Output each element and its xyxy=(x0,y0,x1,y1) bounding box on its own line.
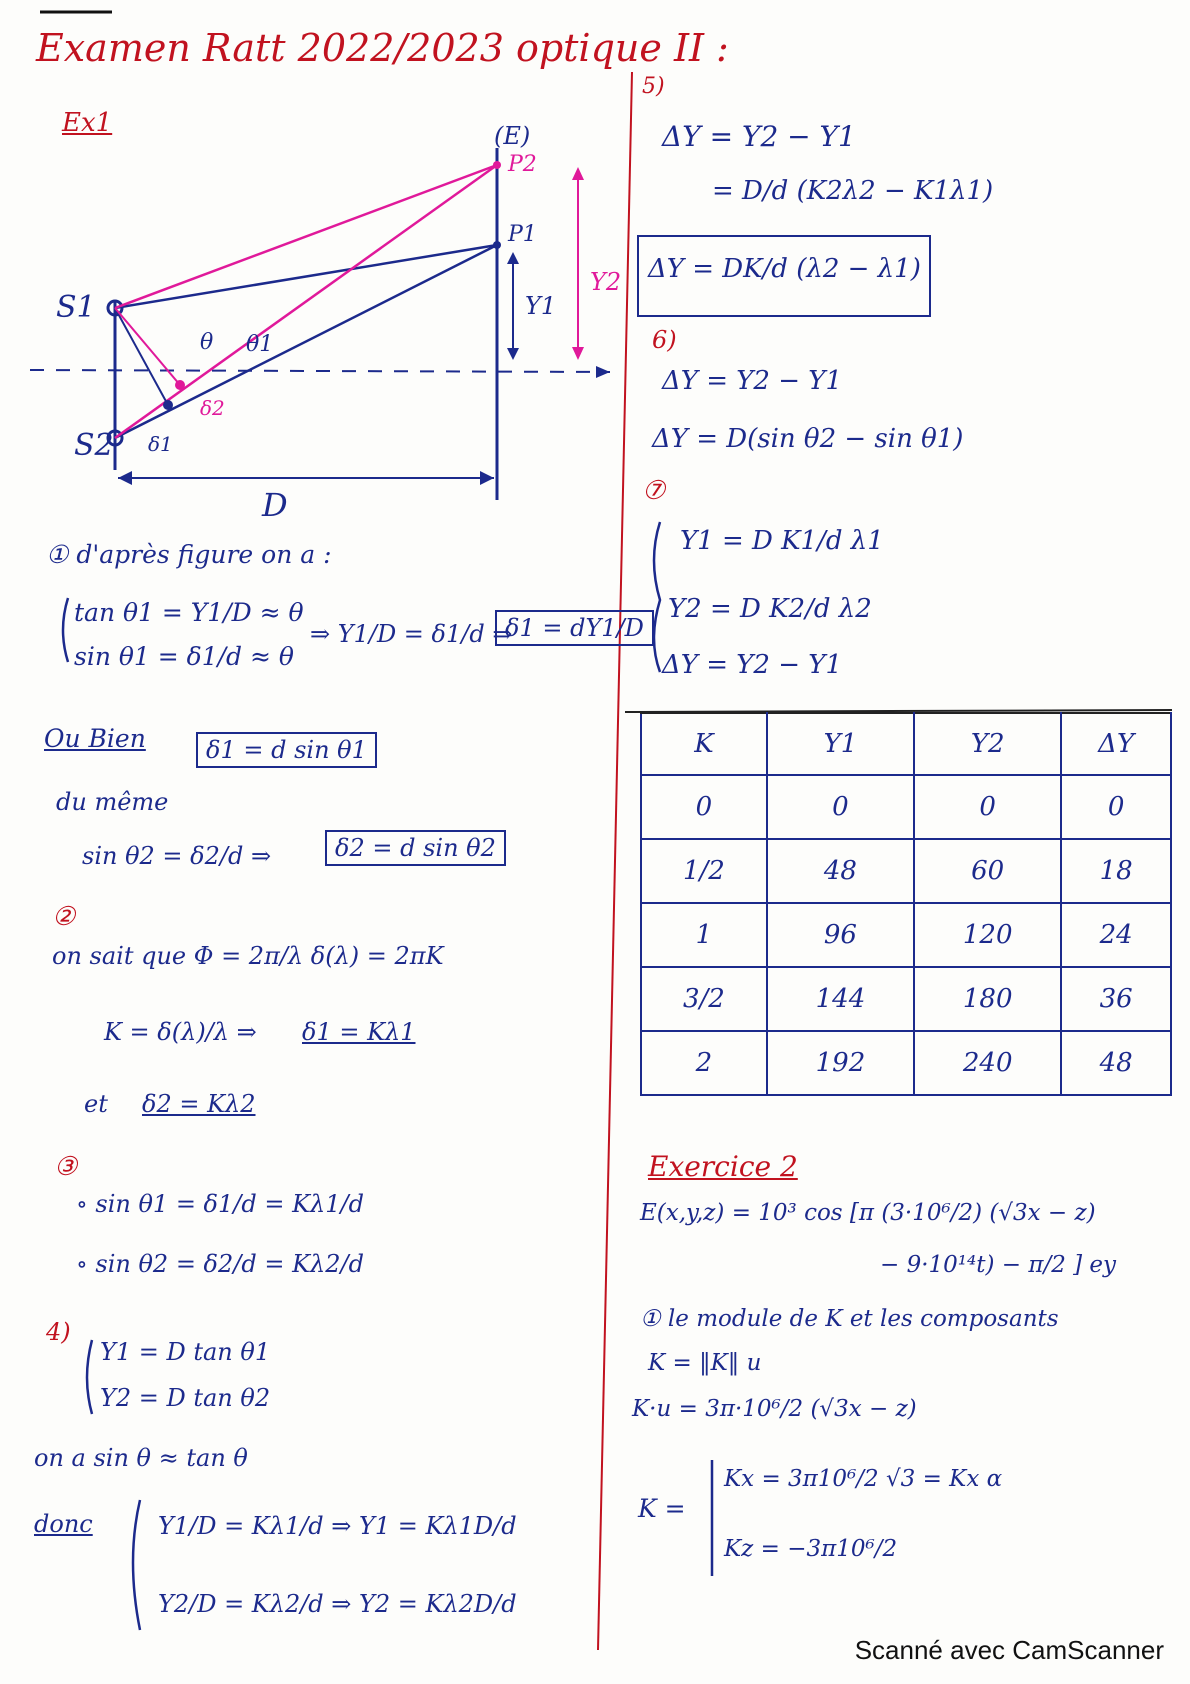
table-cell: 0 xyxy=(767,775,914,839)
q6-line-1: ΔY = Y2 − Y1 xyxy=(662,366,842,396)
table-row xyxy=(641,839,1171,903)
q6-heading: 6) xyxy=(652,326,677,354)
q7-line-1: Y1 = D K1/d λ1 xyxy=(680,526,884,556)
q6-line-2: ΔY = D(sin θ2 − sin θ1) xyxy=(652,424,964,454)
label-p1: P1 xyxy=(508,222,537,247)
q3-line-2: ∘ sin θ2 = δ2/d = Kλ2/d xyxy=(76,1250,364,1278)
q1-result-box: δ1 = dY1/D xyxy=(495,610,654,646)
label-s1: S1 xyxy=(56,290,96,325)
ex2-k-label: K = xyxy=(638,1494,686,1523)
q3-line-1: ∘ sin θ1 = δ1/d = Kλ1/d xyxy=(76,1190,364,1218)
q5-result: ΔY = DK/d (λ2 − λ1) xyxy=(648,254,921,284)
table-cell: 144 xyxy=(767,967,914,1031)
table-cell: 0 xyxy=(641,775,767,839)
q1-delta2-box: δ2 = d sin θ2 xyxy=(325,830,506,866)
d-arrow-right xyxy=(480,471,494,485)
perpendicular-blue xyxy=(115,308,168,405)
q1-line-1: tan θ1 = Y1/D ≈ θ xyxy=(74,598,304,627)
table-cell: 1/2 xyxy=(641,839,767,903)
q5-line-2: = D/d (K2λ2 − K1λ1) xyxy=(712,176,994,206)
table-header-cell: Y2 xyxy=(914,713,1061,775)
table-cell: 0 xyxy=(1061,775,1171,839)
q4-line-4: Y1/D = Kλ1/d ⇒ Y1 = Kλ1D/d xyxy=(158,1512,517,1540)
q7-brace xyxy=(654,522,660,672)
y1-arrowhead-top xyxy=(507,252,519,264)
q5-heading: 5) xyxy=(642,74,665,99)
table-cell: 48 xyxy=(767,839,914,903)
label-y1: Y1 xyxy=(525,292,557,320)
ray-s1-p2 xyxy=(115,165,497,308)
ex2-q1-line-2: K·u = 3π·10⁶/2 (√3x − z) xyxy=(632,1396,917,1422)
q2-delta2-box: δ2 = Kλ2 xyxy=(142,1090,256,1118)
q1-sin-theta2: sin θ2 = δ2/d ⇒ xyxy=(82,842,272,870)
table-cell: 60 xyxy=(914,839,1061,903)
y2-arrowhead-top xyxy=(572,167,584,180)
ex2-equation-line-2: − 9·10¹⁴t) − π/2 ] ey xyxy=(880,1252,1117,1278)
q2-line-2: K = δ(λ)/λ ⇒ xyxy=(104,1018,257,1046)
exercise-1-label: Ex1 xyxy=(62,108,113,138)
q1-or-label: Ou Bien xyxy=(44,724,146,753)
point-p1 xyxy=(493,241,501,249)
table-header-cell: ΔY xyxy=(1061,713,1171,775)
q2-and: et xyxy=(84,1090,108,1118)
page-title: Examen Ratt 2022/2023 optique II : xyxy=(36,26,729,70)
q4-line-5: Y2/D = Kλ2/d ⇒ Y2 = Kλ2D/d xyxy=(158,1590,517,1618)
table-cell: 36 xyxy=(1061,967,1171,1031)
q5-line-1: ΔY = Y2 − Y1 xyxy=(662,120,856,153)
screen-label: (E) xyxy=(494,122,531,150)
label-distance-d: D xyxy=(262,486,288,524)
q4-heading: 4) xyxy=(46,1318,71,1346)
d-arrow-left xyxy=(118,471,132,485)
q4-donc: donc xyxy=(34,1510,93,1538)
q3-heading: ③ xyxy=(54,1152,78,1182)
foot-point-pink xyxy=(175,380,185,390)
table-header-row xyxy=(641,713,1171,775)
q2-heading: ② xyxy=(52,902,76,932)
table-cell: 0 xyxy=(914,775,1061,839)
table-row xyxy=(641,967,1171,1031)
ex2-equation-line-1: E(x,y,z) = 10³ cos [π (3·10⁶/2) (√3x − z) xyxy=(640,1200,1096,1226)
q1-implication: ⇒ Y1/D = δ1/d ⇒ xyxy=(310,620,513,648)
ex2-kz: Kz = −3π10⁶/2 xyxy=(724,1536,898,1562)
label-delta2: δ2 xyxy=(200,396,225,420)
table-cell: 18 xyxy=(1061,839,1171,903)
table-cell: 24 xyxy=(1061,903,1171,967)
table-cell: 180 xyxy=(914,967,1061,1031)
q7-line-2: Y2 = D K2/d λ2 xyxy=(668,594,872,624)
table-cell: 48 xyxy=(1061,1031,1171,1095)
q1-heading: ① d'après figure on a : xyxy=(46,540,332,569)
q1-brace xyxy=(63,598,68,662)
q4-line-1: Y1 = D tan θ1 xyxy=(100,1338,271,1366)
table-header-cell: Y1 xyxy=(767,713,914,775)
table-cell: 96 xyxy=(767,903,914,967)
q4-line-2: Y2 = D tan θ2 xyxy=(100,1384,271,1412)
label-s2: S2 xyxy=(74,428,114,463)
label-y2: Y2 xyxy=(590,268,622,296)
perpendicular-pink xyxy=(115,308,180,385)
axis-arrow xyxy=(596,366,610,378)
q4-line-3: on a sin θ ≈ tan θ xyxy=(34,1444,248,1472)
ex2-kx: Kx = 3π10⁶/2 √3 = Kx α xyxy=(724,1466,1003,1492)
exercise-2-heading: Exercice 2 xyxy=(648,1150,798,1183)
label-delta1: δ1 xyxy=(148,432,173,456)
table-cell: 120 xyxy=(914,903,1061,967)
q4-brace xyxy=(87,1340,92,1414)
table-row xyxy=(641,1031,1171,1095)
column-divider xyxy=(598,72,632,1650)
donc-brace xyxy=(133,1500,140,1630)
table-cell: 2 xyxy=(641,1031,767,1095)
table-row xyxy=(641,903,1171,967)
y1-arrowhead-bottom xyxy=(507,348,519,360)
ex2-question-1: ① le module de K et les composants xyxy=(640,1306,1059,1332)
ray-s2-p2 xyxy=(115,165,497,438)
label-theta1: θ1 xyxy=(246,332,274,357)
label-theta: θ xyxy=(200,330,214,355)
q1-line-2: sin θ1 = δ1/d ≈ θ xyxy=(74,642,294,671)
table-cell: 192 xyxy=(767,1031,914,1095)
results-table xyxy=(640,712,1172,1096)
table-cell: 240 xyxy=(914,1031,1061,1095)
table-cell: 3/2 xyxy=(641,967,767,1031)
table-cell: 1 xyxy=(641,903,767,967)
q1-or-box: δ1 = d sin θ1 xyxy=(196,732,377,768)
optical-axis xyxy=(30,370,610,372)
ex2-q1-line-1: K = ‖K‖ u xyxy=(648,1350,762,1376)
q2-delta1-box: δ1 = Kλ1 xyxy=(302,1018,416,1046)
table-row xyxy=(641,775,1171,839)
ray-s2-p1 xyxy=(115,245,497,438)
camscanner-watermark: Scanné avec CamScanner xyxy=(854,1635,1164,1665)
y2-arrowhead-bottom xyxy=(572,347,584,360)
foot-point-blue xyxy=(163,400,173,410)
q7-line-3: ΔY = Y2 − Y1 xyxy=(662,650,842,680)
q7-heading: ⑦ xyxy=(642,476,666,506)
ray-s1-p1 xyxy=(115,245,497,308)
q1-same-label: du même xyxy=(56,788,169,816)
point-p2 xyxy=(493,161,501,169)
label-p2: P2 xyxy=(508,152,537,177)
table-header-cell: K xyxy=(641,713,767,775)
q2-line-1: on sait que Φ = 2π/λ δ(λ) = 2πK xyxy=(52,942,444,970)
